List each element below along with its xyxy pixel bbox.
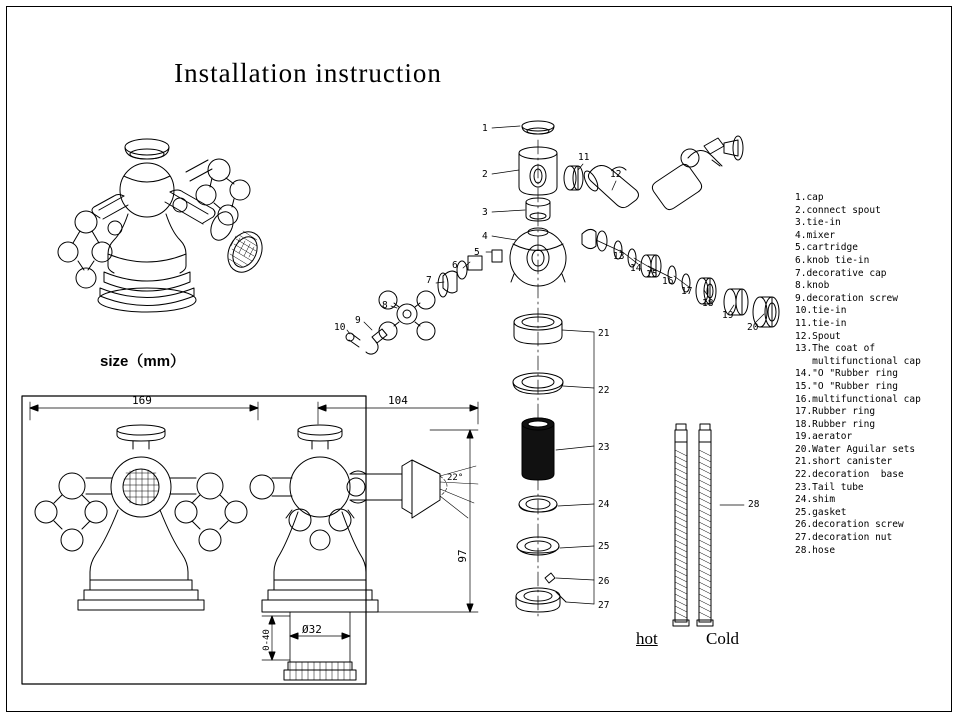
svg-text:8: 8 <box>382 300 388 311</box>
svg-text:2: 2 <box>482 169 488 180</box>
svg-text:169: 169 <box>132 394 152 407</box>
parts-list-item: 13.The coat of <box>795 343 876 355</box>
svg-text:22: 22 <box>598 385 610 396</box>
svg-text:21: 21 <box>598 328 610 339</box>
parts-list-item: 7.decorative cap <box>795 267 887 279</box>
parts-list-item: 28.hose <box>795 544 836 556</box>
svg-text:23: 23 <box>598 442 610 453</box>
parts-list-item: 15."O "Rubber ring <box>795 380 898 392</box>
svg-text:15: 15 <box>646 269 658 280</box>
parts-list-item: 1.cap <box>795 192 824 203</box>
parts-list-item: 19.aerator <box>795 431 853 443</box>
svg-text:0-40: 0-40 <box>262 629 272 651</box>
parts-list-item: 8.knob <box>795 280 830 292</box>
parts-list-item: 10.tie-in <box>795 305 847 317</box>
parts-list-item: 5.cartridge <box>795 242 858 254</box>
svg-text:12: 12 <box>610 169 622 180</box>
parts-list-item: multifunctional cap <box>795 355 921 367</box>
svg-text:20: 20 <box>747 322 759 333</box>
parts-list-item: 17.Rubber ring <box>795 406 876 418</box>
parts-list <box>795 192 955 557</box>
svg-text:13: 13 <box>613 251 625 262</box>
svg-text:22°: 22° <box>447 473 464 483</box>
hot-hose-label <box>636 629 658 649</box>
parts-list-item: 14."O "Rubber ring <box>795 368 898 380</box>
page-title-text: Installation instruction <box>174 58 442 88</box>
svg-text:1: 1 <box>482 123 488 134</box>
parts-list-item: 4.mixer <box>795 229 836 241</box>
size-unit-label: size（mm） <box>100 353 186 370</box>
hot-hose-label-text: hot <box>636 629 658 648</box>
svg-text:3: 3 <box>482 207 488 218</box>
svg-text:16: 16 <box>662 276 674 287</box>
svg-text:Ø32: Ø32 <box>302 623 322 636</box>
svg-text:11: 11 <box>578 152 590 163</box>
parts-list-item: 26.decoration screw <box>795 519 904 531</box>
parts-list-item: 20.Water Aguilar sets <box>795 443 916 455</box>
svg-text:18: 18 <box>702 298 714 309</box>
svg-text:28: 28 <box>748 499 760 510</box>
parts-list-item: 27.decoration nut <box>795 532 893 544</box>
svg-text:10: 10 <box>334 322 346 333</box>
exploded-assembly-view <box>346 121 779 620</box>
parts-list-item: 22.decoration base <box>795 469 904 481</box>
svg-text:14: 14 <box>630 263 642 274</box>
parts-list-item: 24.shim <box>795 494 836 506</box>
parts-list-item: 9.decoration screw <box>795 292 898 304</box>
parts-list-item: 6.knob tie-in <box>795 254 870 266</box>
svg-text:9: 9 <box>355 315 361 326</box>
svg-text:17: 17 <box>681 286 693 297</box>
parts-list-item: 18.Rubber ring <box>795 418 876 430</box>
svg-text:24: 24 <box>598 499 610 510</box>
svg-text:26: 26 <box>598 576 610 587</box>
svg-text:27: 27 <box>598 600 610 611</box>
front-view-dimensioned <box>22 396 366 684</box>
parts-list-item: 16.multifunctional cap <box>795 393 921 405</box>
parts-list-item: 21.short canister <box>795 456 893 468</box>
svg-text:5: 5 <box>474 247 480 258</box>
side-view-dimensioned <box>250 402 478 680</box>
hose-pair-view <box>673 424 713 626</box>
parts-list-item: 12.Spout <box>795 330 841 342</box>
parts-list-item: 3.tie-in <box>795 217 841 229</box>
svg-text:4: 4 <box>482 231 488 242</box>
isometric-faucet-view <box>58 139 269 312</box>
parts-list-item: 11.tie-in <box>795 317 847 329</box>
parts-list-item: 23.Tail tube <box>795 481 864 493</box>
parts-list-item: 25.gasket <box>795 506 847 518</box>
svg-text:6: 6 <box>452 260 458 271</box>
svg-text:104: 104 <box>388 394 408 407</box>
svg-text:97: 97 <box>456 549 469 563</box>
svg-text:19: 19 <box>722 310 734 321</box>
parts-list-item: 2.connect spout <box>795 204 881 216</box>
cold-hose-label: Cold <box>706 629 740 648</box>
svg-text:7: 7 <box>426 275 432 286</box>
svg-text:25: 25 <box>598 541 610 552</box>
